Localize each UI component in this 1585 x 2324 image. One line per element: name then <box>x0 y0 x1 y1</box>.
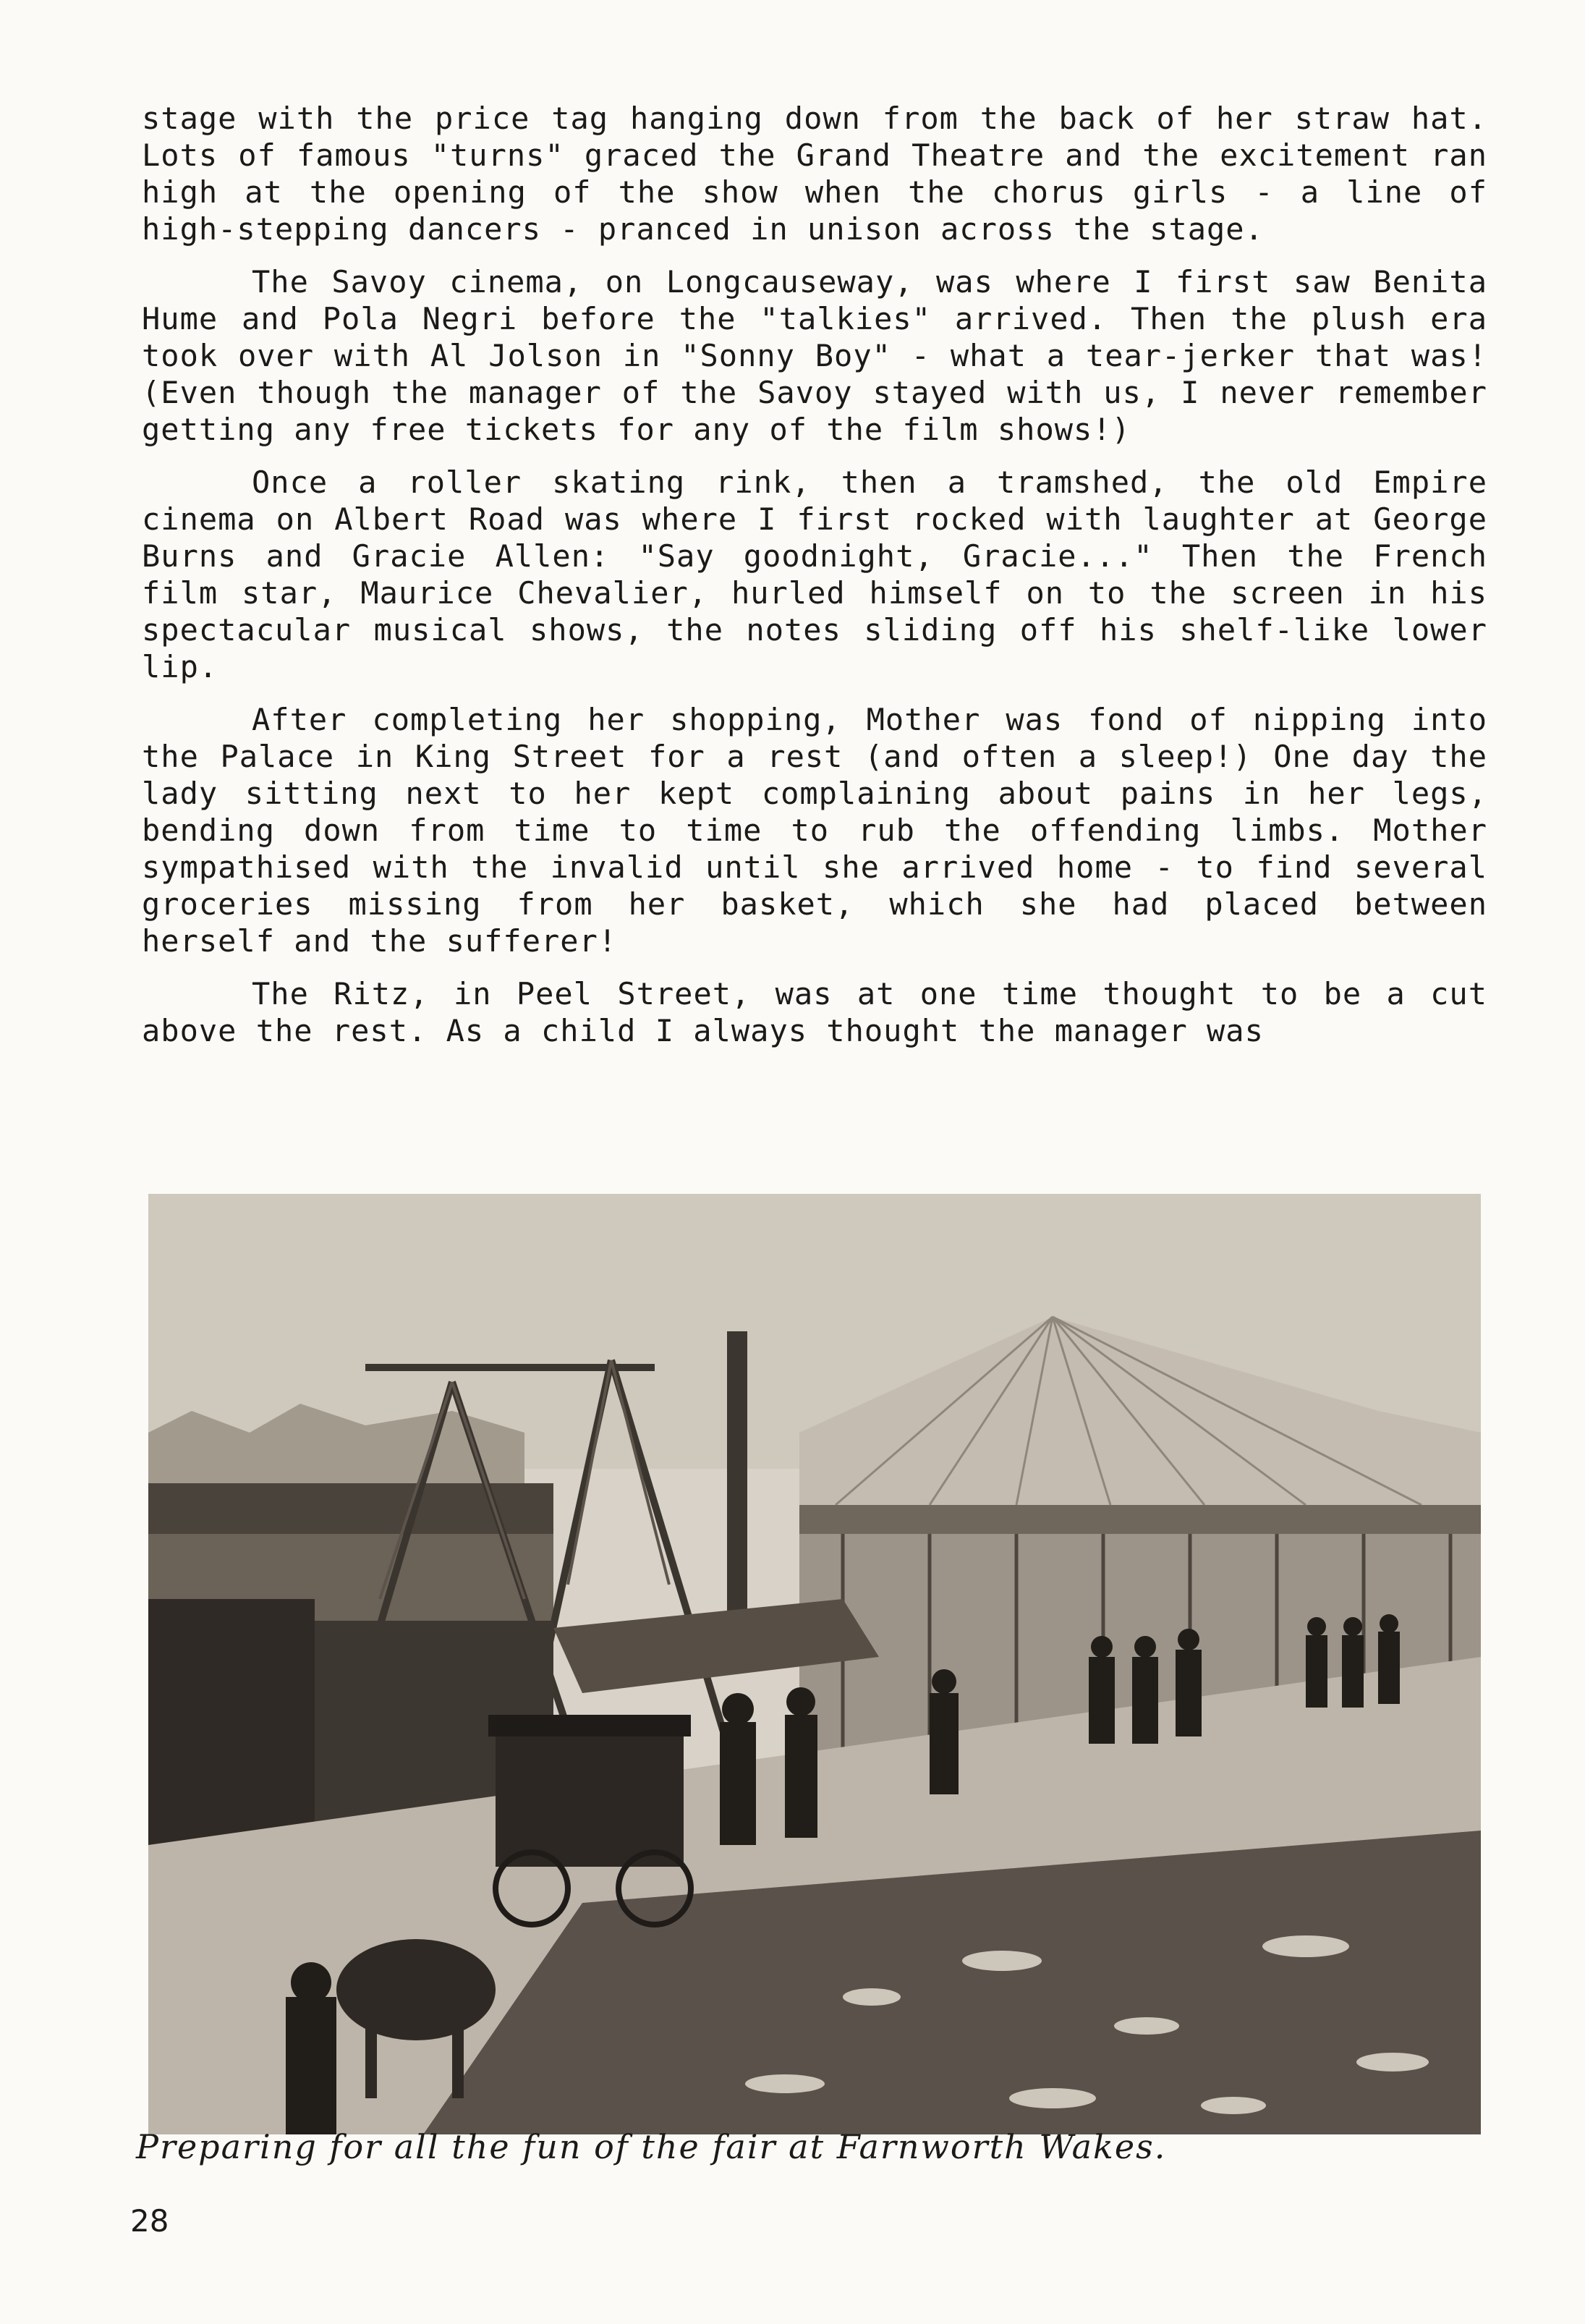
page-number: 28 <box>130 2203 169 2239</box>
fairground-photo-illustration <box>148 1194 1481 2134</box>
paragraph-2: The Savoy cinema, on Longcauseway, was where I first saw Benita Hume and Pola Negri before the "talkies" arrived. Then the plush era took over with Al Jolson in "Sonny Boy" - what a tear-jerker that was! (Even though the manager of the Savoy stayed with us, I never remember getting any free tickets for any of the film shows!) <box>142 264 1487 447</box>
paragraph-1: stage with the price tag hanging down from the back of her straw hat. Lots of famous "turns" graced the Grand Theatre and the excitement ran high at the opening of the show when the chorus girls - a line of high-stepping dancers - pranced in unison across the stage. <box>142 101 1487 247</box>
paragraph-3: Once a roller skating rink, then a tramshed, the old Empire cinema on Albert Road was where I first rocked with laughter at George Burns and Gracie Allen: "Say goodnight, Gracie..." Then the French film star, Maurice Chevalier, hurled himself on to the screen in his spectacular musical shows, the notes sliding off his shelf-like lower lip. <box>142 465 1487 684</box>
paragraph-4: After completing her shopping, Mother was fond of nipping into the Palace in King Street for a rest (and often a sleep!) One day the lady sitting next to her kept complaining about pains in her legs, bending down from time to time to rub the offending limbs. Mother sympathised with the invalid until she arrived home - to find several groceries missing from her basket, which she had placed between herself and the sufferer! <box>142 702 1487 959</box>
body-text <box>142 100 1487 1065</box>
photo-caption: Preparing for all the fun of the fair at Farnworth Wakes. <box>136 2127 1167 2166</box>
paragraph-5: The Ritz, in Peel Street, was at one time thought to be a cut above the rest. As a child I always thought the manager was <box>142 976 1487 1048</box>
fairground-photo <box>148 1194 1481 2134</box>
